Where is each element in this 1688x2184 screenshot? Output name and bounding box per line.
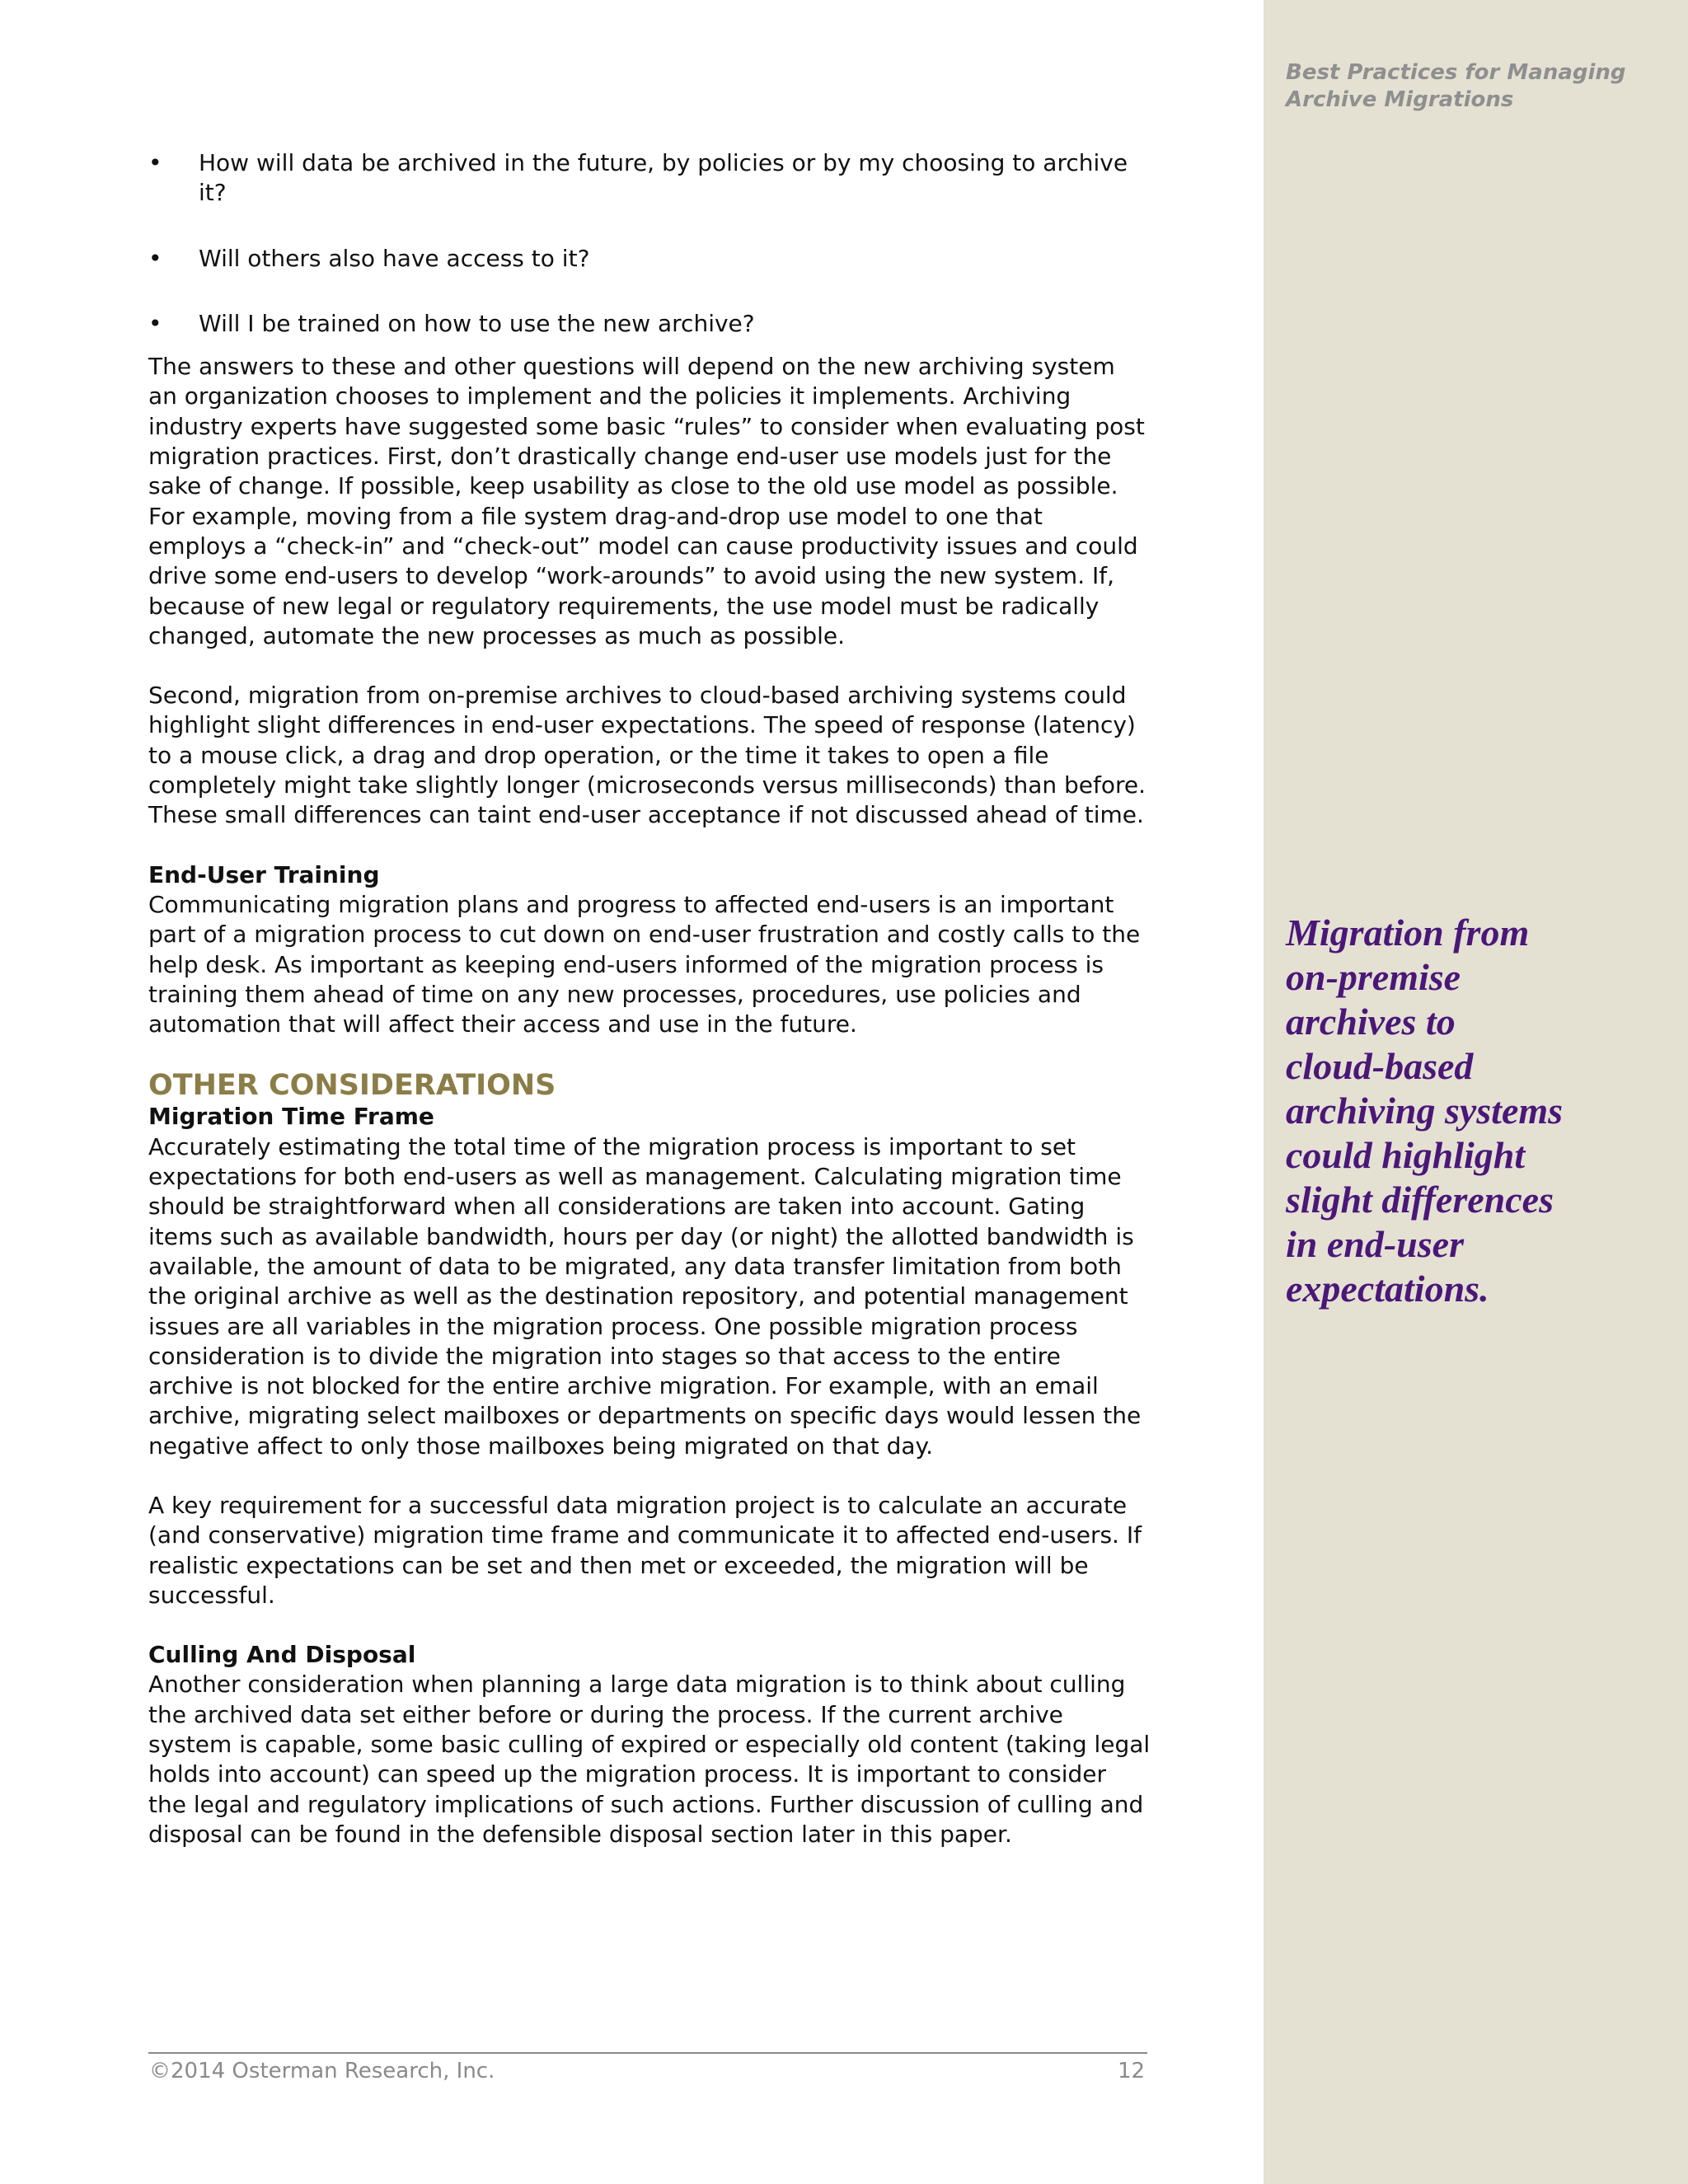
footer-divider [148, 2052, 1147, 2054]
pull-quote-line: archives to [1286, 1001, 1456, 1043]
pull-quote-line: cloud-based [1286, 1045, 1474, 1087]
paragraph-line: system is capable, some basic culling of expired or especially old content (taking legal [148, 1731, 1151, 1759]
footer-copyright: ©2014 Osterman Research, Inc. [149, 2059, 495, 2083]
paragraph-line: Second, migration from on-premise archives to cloud-based archiving systems could [148, 682, 1127, 710]
paragraph-line: issues are all variables in the migration process. One possible migration process [148, 1312, 1078, 1340]
page-number: 12 [1118, 2059, 1146, 2083]
bullet-icon: • [148, 149, 162, 176]
paragraph-line: highlight slight differences in end-user expectations. The speed of response (latency) [148, 711, 1136, 739]
culling-section [148, 1640, 1151, 1849]
list-item-text: it? [199, 179, 227, 207]
paragraph-line: automation that will affect their access and use in the future. [148, 1010, 857, 1038]
paragraph-line: industry experts have suggested some basic “rules” to consider when evaluating post [148, 412, 1145, 440]
pull-quote [1286, 911, 1648, 1311]
pull-quote-line: could highlight [1286, 1134, 1526, 1176]
list-item-text: How will data be archived in the future, by policies or by my choosing to archive [199, 149, 1128, 176]
running-header-line: Best Practices for Managing [1286, 60, 1626, 85]
main-content [148, 148, 1151, 1849]
paragraph-line: disposal can be found in the defensible disposal section later in this paper. [148, 1820, 1012, 1848]
bullet-icon: • [148, 309, 162, 337]
list-item [148, 309, 1104, 339]
pull-quote-line: on-premise [1286, 956, 1461, 998]
paragraph-line: consideration is to divide the migration into stages so that access to the entire [148, 1342, 1061, 1370]
paragraph-line: because of new legal or regulatory requirements, the use model must be radically [148, 592, 1100, 620]
paragraph-line: the legal and regulatory implications of such actions. Further discussion of culling and [148, 1790, 1144, 1818]
list-item [148, 148, 1128, 209]
paragraph-line: successful. [148, 1581, 275, 1609]
paragraph-line: holds into account) can speed up the migration process. It is important to consider [148, 1760, 1107, 1788]
paragraph-line: expectations for both end-users as well as management. Calculating migration time [148, 1163, 1122, 1191]
pull-quote-line: archiving systems [1286, 1090, 1564, 1132]
paragraph-line: negative affect to only those mailboxes being migrated on that day. [148, 1432, 933, 1460]
paragraph-line: For example, moving from a file system drag-and-drop use model to one that [148, 502, 1043, 530]
paragraph-line: completely might take slightly longer (microseconds versus milliseconds) than before. [148, 771, 1146, 799]
paragraph-line: realistic expectations can be set and then met or exceeded, the migration will be [148, 1551, 1089, 1579]
key-requirement-paragraph [148, 1491, 1142, 1610]
pull-quote-line: slight differences [1286, 1179, 1554, 1221]
running-header [1286, 59, 1648, 114]
subheading-timeframe: Migration Time Frame [148, 1103, 434, 1131]
paragraph-line: help desk. As important as keeping end-users informed of the migration process is [148, 950, 1104, 978]
pull-quote-line: in end-user [1286, 1223, 1464, 1265]
paragraph-line: archive, migrating select mailboxes or departments on specific days would lessen the [148, 1402, 1142, 1430]
paragraph-line: changed, automate the new processes as much as possible. [148, 621, 846, 649]
paragraph-line: A key requirement for a successful data migration project is to calculate an accurate [148, 1491, 1128, 1519]
list-item-text: Will others also have access to it? [199, 244, 590, 272]
paragraph-line: available, the amount of data to be migrated, any data transfer limitation from both [148, 1252, 1122, 1280]
running-header-line: Archive Migrations [1286, 87, 1514, 112]
paragraph-line: employs a “check-in” and “check-out” model can cause productivity issues and could [148, 532, 1138, 560]
list-item [148, 244, 1104, 274]
paragraph-line: (and conservative) migration time frame and communicate it to affected end-users. If [148, 1521, 1142, 1549]
paragraph-line: sake of change. If possible, keep usability as close to the old use model as possible. [148, 472, 1118, 500]
subheading-culling: Culling And Disposal [148, 1641, 416, 1669]
question-list [148, 148, 1128, 339]
paragraph-line: Communicating migration plans and progress to affected end-users is an important [148, 890, 1114, 918]
paragraph-line: archive is not blocked for the entire archive migration. For example, with an email [148, 1372, 1099, 1400]
paragraph-line: the archived data set either before or during the process. If the current archive [148, 1700, 1063, 1728]
pull-quote-line: expectations. [1286, 1268, 1489, 1310]
paragraph-line: an organization chooses to implement and the policies it implements. Archiving [148, 382, 1071, 410]
paragraph-line: training them ahead of time on any new processes, procedures, use policies and [148, 980, 1081, 1008]
paragraph-line: migration practices. First, don’t drastically change end-user use models just for the [148, 443, 1112, 471]
paragraph-line: part of a migration process to cut down on end-user frustration and costly calls to the [148, 921, 1141, 949]
bullet-icon: • [148, 244, 162, 272]
training-section [148, 860, 1141, 1040]
paragraph-cloud [148, 681, 1146, 830]
paragraph-line: should be straightforward when all considerations are taken into account. Gating [148, 1193, 1085, 1221]
paragraph-line: Accurately estimating the total time of the migration process is important to set [148, 1132, 1076, 1160]
paragraph-line: Another consideration when planning a large data migration is to think about culling [148, 1671, 1126, 1699]
subheading-training: End-User Training [148, 860, 380, 888]
list-item-text: Will I be trained on how to use the new archive? [199, 309, 755, 337]
paragraph-rules [148, 352, 1145, 651]
paragraph-line: to a mouse click, a drag and drop operation, or the time it takes to open a file [148, 741, 1049, 769]
section-heading-other-considerations: OTHER CONSIDERATIONS [148, 1069, 556, 1103]
pull-quote-line: Migration from [1286, 912, 1530, 954]
paragraph-line: items such as available bandwidth, hours per day (or night) the allotted bandwidth is [148, 1222, 1134, 1250]
timeframe-section [148, 1102, 1142, 1461]
paragraph-line: The answers to these and other questions will depend on the new archiving system [148, 353, 1115, 381]
paragraph-line: drive some end-users to develop “work-arounds” to avoid using the new system. If, [148, 562, 1115, 590]
paragraph-line: the original archive as well as the destination repository, and potential management [148, 1282, 1128, 1310]
paragraph-line: These small differences can taint end-user acceptance if not discussed ahead of time. [148, 801, 1144, 829]
